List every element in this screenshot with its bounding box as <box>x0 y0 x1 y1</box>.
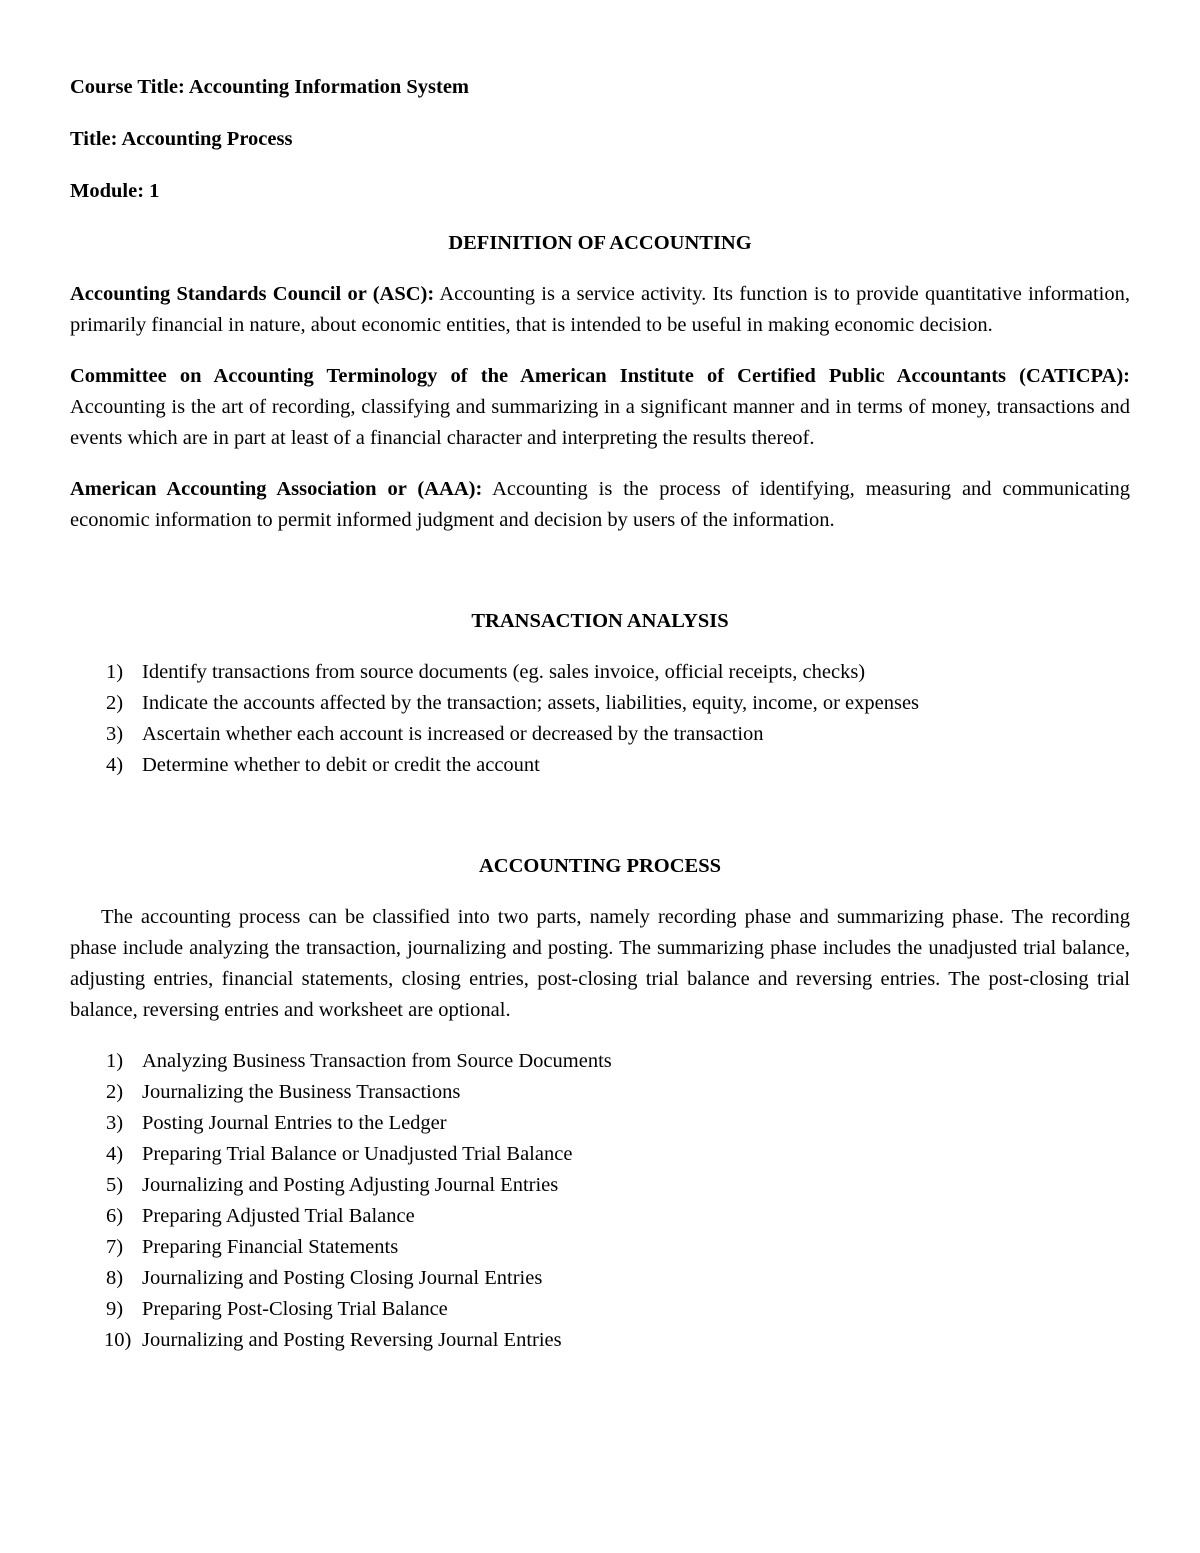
module-value: 1 <box>149 180 160 202</box>
list-item-text: Journalizing and Posting Adjusting Journal Entries <box>142 1174 559 1196</box>
list-item-number: 7) <box>106 1236 124 1258</box>
list-item-number: 3) <box>106 1112 124 1134</box>
list-item <box>70 1170 1130 1201</box>
title-value: Accounting Process <box>121 128 293 150</box>
list-item <box>70 719 1130 750</box>
list-item <box>70 657 1130 688</box>
section-spacer <box>70 556 1130 606</box>
list-item-text: Determine whether to debit or credit the account <box>142 754 540 776</box>
list-item <box>70 1077 1130 1108</box>
caticpa-definition <box>70 361 1130 454</box>
transaction-analysis-list <box>70 657 1130 781</box>
module-label: Module: <box>70 180 145 202</box>
caticpa-term: Committee on Accounting Terminology of the American Institute of Certified Public Accountants (CATICPA): <box>70 365 1130 387</box>
course-title-line <box>70 72 1130 103</box>
list-item-number: 9) <box>106 1298 124 1320</box>
accounting-process-intro: The accounting process can be classified into two parts, namely recording phase and summarizing phase. The recording phase include analyzing the transaction, journalizing and posting. The summarizing phase includes the unadjusted trial balance, adjusting entries, financial statements, closing entries, post-closing trial balance and reversing entries. The post-closing trial balance, reversing entries and worksheet are optional. <box>70 906 1130 1021</box>
list-item-number: 6) <box>106 1205 124 1227</box>
list-item-text: Analyzing Business Transaction from Source Documents <box>142 1050 612 1072</box>
title-line <box>70 124 1130 155</box>
list-item-number: 8) <box>106 1267 124 1289</box>
list-item <box>70 1232 1130 1263</box>
transaction-analysis-heading: TRANSACTION ANALYSIS <box>471 610 729 632</box>
aaa-text: Accounting is the process of identifying, measuring and communicating economic information to permit informed judgment and decision by users of the information. <box>70 478 1130 531</box>
definition-heading: DEFINITION OF ACCOUNTING <box>448 232 752 254</box>
course-title-label: Course Title: <box>70 76 185 98</box>
list-item <box>70 1294 1130 1325</box>
list-item-text: Preparing Post-Closing Trial Balance <box>142 1298 448 1320</box>
list-item-number: 5) <box>106 1174 124 1196</box>
list-item-text: Identify transactions from source documents (eg. sales invoice, official receipts, checks) <box>142 661 866 683</box>
list-item <box>70 1263 1130 1294</box>
list-item-text: Posting Journal Entries to the Ledger <box>142 1112 447 1134</box>
list-item-text: Journalizing and Posting Reversing Journal Entries <box>142 1329 562 1351</box>
list-item-number: 1) <box>106 661 124 683</box>
accounting-process-heading: ACCOUNTING PROCESS <box>478 855 722 877</box>
list-item-text: Preparing Financial Statements <box>142 1236 399 1258</box>
list-item-number: 4) <box>106 754 124 776</box>
course-title-value: Accounting Information System <box>188 76 470 98</box>
section-spacer <box>70 801 1130 851</box>
aaa-term: American Accounting Association or (AAA): <box>70 478 483 500</box>
list-item <box>70 750 1130 781</box>
list-item-text: Journalizing and Posting Closing Journal Entries <box>142 1267 543 1289</box>
accounting-process-list <box>70 1046 1130 1356</box>
list-item-number: 2) <box>106 692 124 714</box>
asc-definition <box>70 279 1130 341</box>
list-item-text: Ascertain whether each account is increased or decreased by the transaction <box>142 723 764 745</box>
list-item-text: Preparing Adjusted Trial Balance <box>142 1205 415 1227</box>
asc-term: Accounting Standards Council or (ASC): <box>70 283 435 305</box>
aaa-definition <box>70 474 1130 536</box>
list-item <box>70 1046 1130 1077</box>
list-item-number: 4) <box>106 1143 124 1165</box>
list-item-text: Preparing Trial Balance or Unadjusted Trial Balance <box>142 1143 573 1165</box>
list-item-text: Indicate the accounts affected by the transaction; assets, liabilities, equity, income, or expenses <box>142 692 920 714</box>
list-item-number: 2) <box>106 1081 124 1103</box>
caticpa-text: Accounting is the art of recording, classifying and summarizing in a significant manner and in terms of money, transactions and events which are in part at least of a financial character and interpreting the results thereof. <box>70 396 1130 449</box>
asc-text: Accounting is a service activity. Its function is to provide quantitative information, primarily financial in nature, about economic entities, that is intended to be useful in making economic decision. <box>70 283 1130 336</box>
list-item-number: 10) <box>104 1329 132 1351</box>
list-item-number: 1) <box>106 1050 124 1072</box>
list-item-number: 3) <box>106 723 124 745</box>
title-label: Title: <box>70 128 118 150</box>
module-line <box>70 176 1130 207</box>
list-item-text: Journalizing the Business Transactions <box>142 1081 461 1103</box>
list-item <box>70 1139 1130 1170</box>
list-item <box>70 1108 1130 1139</box>
list-item <box>70 688 1130 719</box>
list-item <box>70 1201 1130 1232</box>
list-item <box>70 1325 1130 1356</box>
